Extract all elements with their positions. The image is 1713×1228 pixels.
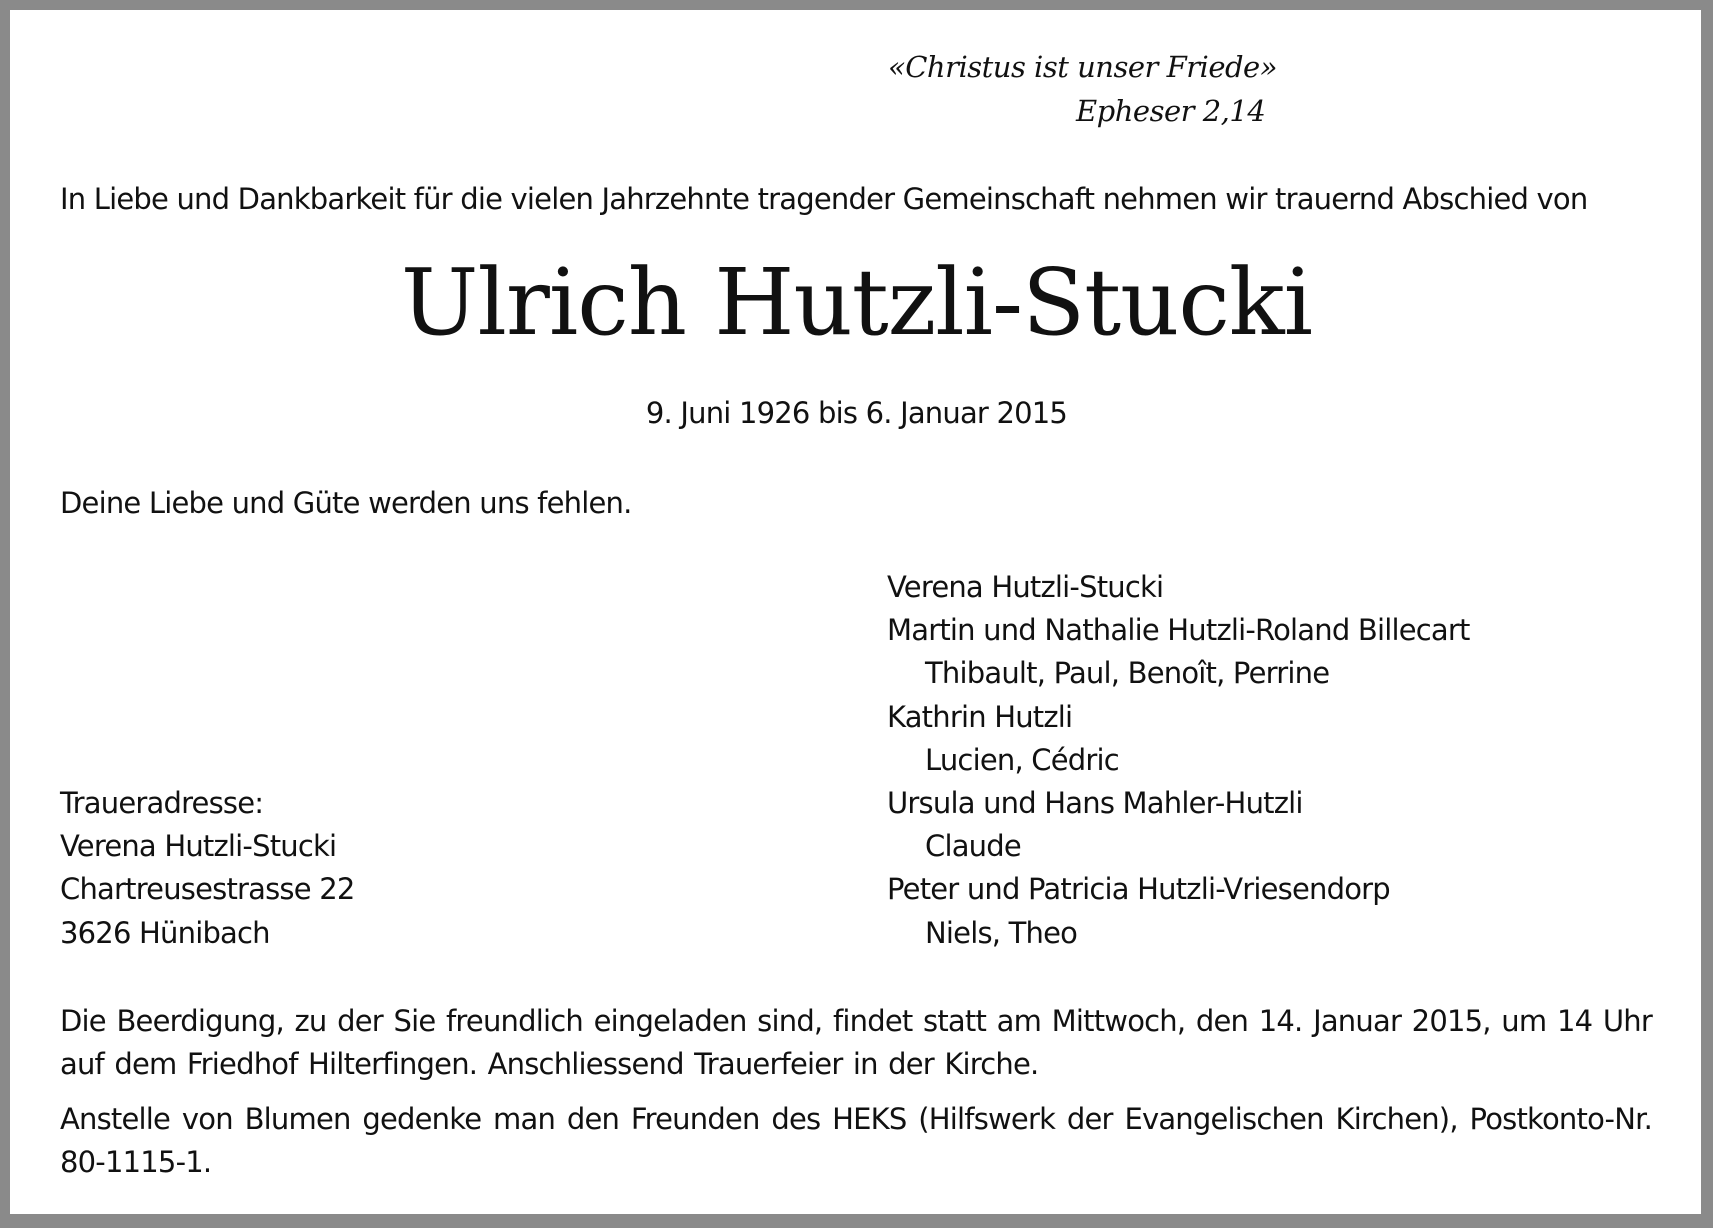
address-city: 3626 Hünibach: [60, 915, 270, 950]
mourner-line: Peter und Patricia Hutzli-Vriesendorp: [887, 872, 1390, 907]
mourner-line: Kathrin Hutzli: [887, 699, 1073, 734]
mourner-line: Verena Hutzli-Stucki: [887, 570, 1164, 604]
mourner-line: Martin und Nathalie Hutzli-Roland Billecart: [887, 613, 1470, 648]
mourner-children-line: Claude: [925, 829, 1021, 864]
intro-text: In Liebe und Dankbarkeit für die vielen Jahrzehnte tragender Gemeinschaft nehmen wir trauernd Abschied von: [60, 182, 1588, 216]
life-dates: 9. Juni 1926 bis 6. Januar 2015: [645, 396, 1068, 430]
mourning-address: [60, 782, 355, 955]
mourners-list: [887, 566, 1470, 955]
mourner-line: Ursula und Hans Mahler-Hutzli: [887, 785, 1303, 820]
farewell-text: Deine Liebe und Güte werden uns fehlen.: [60, 486, 632, 520]
epigraph-quote: «Christus ist unser Friede»: [888, 50, 1277, 84]
address-street: Chartreusestrasse 22: [60, 872, 355, 907]
deceased-name: Ulrich Hutzli-Stucki: [400, 249, 1313, 356]
address-label: Traueradresse:: [60, 786, 264, 820]
funeral-notice: Die Beerdigung, zu der Sie freundlich eingeladen sind, findet statt am Mittwoch, den 14. Januar 2015, um 14 Uhr auf dem Friedhof Hilterfingen. Anschliessend Trauerfeier in der Kirche.: [60, 1004, 1652, 1081]
mourner-children-line: Thibault, Paul, Benoît, Perrine: [925, 656, 1330, 691]
donation-notice: Anstelle von Blumen gedenke man den Freunden des HEKS (Hilfswerk der Evangelischen Kirchen), Postkonto-Nr. 80-1115-1.: [60, 1102, 1652, 1179]
epigraph-reference: Epheser 2,14: [1076, 94, 1266, 128]
address-name: Verena Hutzli-Stucki: [60, 829, 337, 864]
mourner-children-line: Lucien, Cédric: [925, 742, 1119, 777]
mourner-children-line: Niels, Theo: [925, 915, 1078, 950]
